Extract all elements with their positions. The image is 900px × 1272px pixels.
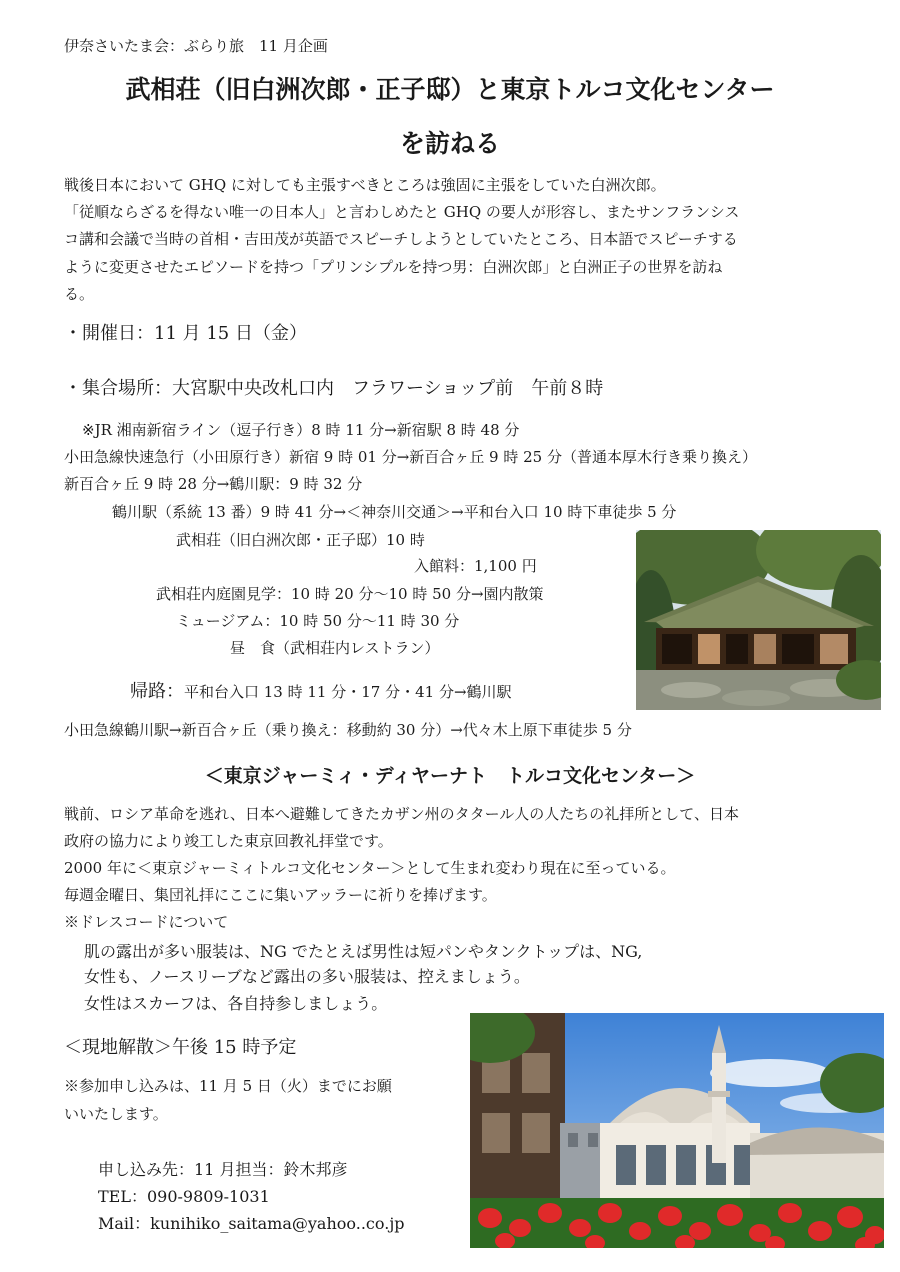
intro-line-1: 戦後日本において GHQ に対しても主張すべきところは強固に主張をしていた白洲次郎。 — [64, 176, 666, 194]
deadline-line-1: ※参加申し込みは、11 月 5 日（火）までにお願 — [64, 1077, 392, 1095]
meeting-place: ・集合場所：大宮駅中央改札口内 フラワーショップ前 午前８時 — [64, 378, 604, 399]
contact-tel: TEL：090-9809-1031 — [98, 1187, 270, 1206]
title-line-1: 武相荘（旧白洲次郎・正子邸）と東京トルコ文化センター — [125, 75, 775, 104]
buaiso-lunch: 昼 食（武相荘内レストラン） — [230, 639, 440, 657]
camii-desc-3: 2000 年に＜東京ジャーミィトルコ文化センター＞として生まれ変わり現在に至っている。 — [64, 859, 676, 877]
route-jr: ※JR 湘南新宿ライン（逗子行き）8 時 11 分→新宿駅 8 時 48 分 — [82, 421, 520, 439]
camii-desc-1: 戦前、ロシア革命を逃れ、日本へ避難してきたカザン州のタタール人の人たちの礼拝所として、日本 — [64, 805, 740, 823]
buaiso-name: 武相荘（旧白洲次郎・正子邸）10 時 — [176, 531, 425, 549]
intro-line-3: コ講和会議で当時の首相・吉田茂が英語でスピーチしようとしていたところ、日本語でスピーチする — [64, 230, 738, 248]
buaiso-fee: 入館料：1,100 円 — [414, 557, 537, 575]
return-route — [130, 680, 512, 704]
return-bus: 平和台入口 13 時 11 分・17 分・41 分→鶴川駅 — [184, 683, 512, 701]
return-train: 小田急線鶴川駅→新百合ヶ丘（乗り換え：移動約 30 分）→代々木上原下車徒歩 5 分 — [64, 721, 632, 739]
camii-heading: ＜東京ジャーミィ・ディヤーナト トルコ文化センター＞ — [204, 765, 696, 787]
dismissal-time: ＜現地解散＞午後 15 時予定 — [64, 1037, 297, 1058]
buaiso-house-photo — [636, 530, 881, 710]
camii-desc-2: 政府の協力により竣工した東京回教礼拝堂です。 — [64, 832, 393, 850]
dress-code-line-1: 肌の露出が多い服装は、NG でたとえば男性は短パンやタンクトップは、NG, — [84, 942, 643, 961]
buaiso-museum: ミュージアム：10 時 50 分～11 時 30 分 — [176, 612, 460, 630]
tokyo-camii-photo — [470, 1013, 884, 1248]
contact-mail[interactable]: Mail：kunihiko_saitama@yahoo..co.jp — [98, 1214, 405, 1233]
dress-code-heading: ※ドレスコードについて — [64, 913, 229, 931]
dress-code-line-2: 女性も、ノースリーブなど露出の多い服装は、控えましょう。 — [84, 967, 530, 986]
route-bus: 鶴川駅（系統 13 番）9 時 41 分→＜神奈川交通＞→平和台入口 10 時下車徒歩 5 分 — [112, 503, 677, 521]
deadline-line-2: いいたします。 — [64, 1105, 168, 1123]
event-date: ・開催日：11 月 15 日（金） — [64, 323, 307, 344]
dress-code-line-3: 女性はスカーフは、各自持参しましょう。 — [84, 994, 388, 1013]
camii-desc-4: 毎週金曜日、集団礼拝にここに集いアッラーに祈りを捧げます。 — [64, 886, 497, 904]
return-label: 帰路： — [130, 681, 184, 702]
intro-line-5: る。 — [64, 285, 95, 303]
title-line-2: を訪ねる — [399, 129, 500, 158]
group-header: 伊奈さいたま会：ぶらり旅 11 月企画 — [64, 37, 328, 55]
intro-line-4: ように変更させたエピソードを持つ「プリンシプルを持つ男：白洲次郎」と白洲正子の世界を訪ね — [64, 258, 723, 276]
route-shinyuri: 新百合ヶ丘 9 時 28 分→鶴川駅：9 時 32 分 — [64, 475, 363, 493]
buaiso-garden: 武相荘内庭園見学：10 時 20 分～10 時 50 分→園内散策 — [156, 585, 544, 603]
contact-person: 申し込み先：11 月担当：鈴木邦彦 — [98, 1160, 348, 1179]
route-odakyu: 小田急線快速急行（小田原行き）新宿 9 時 01 分→新百合ヶ丘 9 時 25 分（普通本厚木行き乗り換え） — [64, 448, 757, 466]
intro-line-2: 「従順ならざるを得ない唯一の日本人」と言わしめたと GHQ の要人が形容し、またサンフランシス — [64, 203, 740, 221]
